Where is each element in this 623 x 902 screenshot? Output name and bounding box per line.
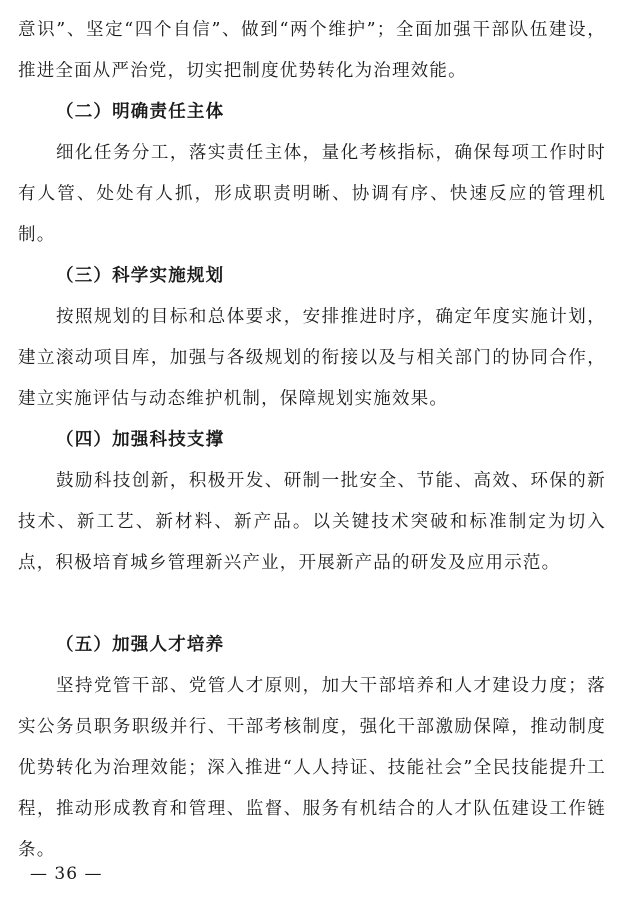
paragraph-technology: 鼓励科技创新，积极开发、研制一批安全、节能、高效、环保的新技术、新工艺、新材料、新产品。以关键技术突破和标准制定为切入点，积极培育城乡管理新兴产业，开展新产品的研发及应用示范。 xyxy=(18,471,606,573)
paragraph-responsibility: 细化任务分工，落实责任主体，量化考核指标，确保每项工作时时有人管、处处有人抓，形成职责明晰、协调有序、快速反应的管理机制。 xyxy=(18,143,606,245)
section-heading-2: （二）明确责任主体 xyxy=(56,102,225,122)
section-heading-4: （四）加强科技支撑 xyxy=(56,430,225,450)
paragraph-talent: 坚持党管干部、党管人才原则，加大干部培养和人才建设力度；落实公务员职务职级并行、干部考核制度，强化干部激励保障，推动制度优势转化为治理效能；深入推进“人人持证、技能社会”全民技能提升工程，推动形成教育和管理、监督、服务有机结合的人才队伍建设工作链条。 xyxy=(18,676,606,860)
paragraph-continuation: 意识”、坚定“四个自信”、做到“两个维护”；全面加强干部队伍建设，推进全面从严治党，切实把制度优势转化为治理效能。 xyxy=(18,20,606,81)
section-heading-3: （三）科学实施规划 xyxy=(56,266,225,286)
paragraph-planning: 按照规划的目标和总体要求，安排推进时序，确定年度实施计划，建立滚动项目库，加强与各级规划的衔接以及与相关部门的协同合作，建立实施评估与动态维护机制，保障规划实施效果。 xyxy=(18,307,606,409)
page-number: — 36 — xyxy=(30,864,103,884)
section-heading-5: （五）加强人才培养 xyxy=(56,635,225,655)
